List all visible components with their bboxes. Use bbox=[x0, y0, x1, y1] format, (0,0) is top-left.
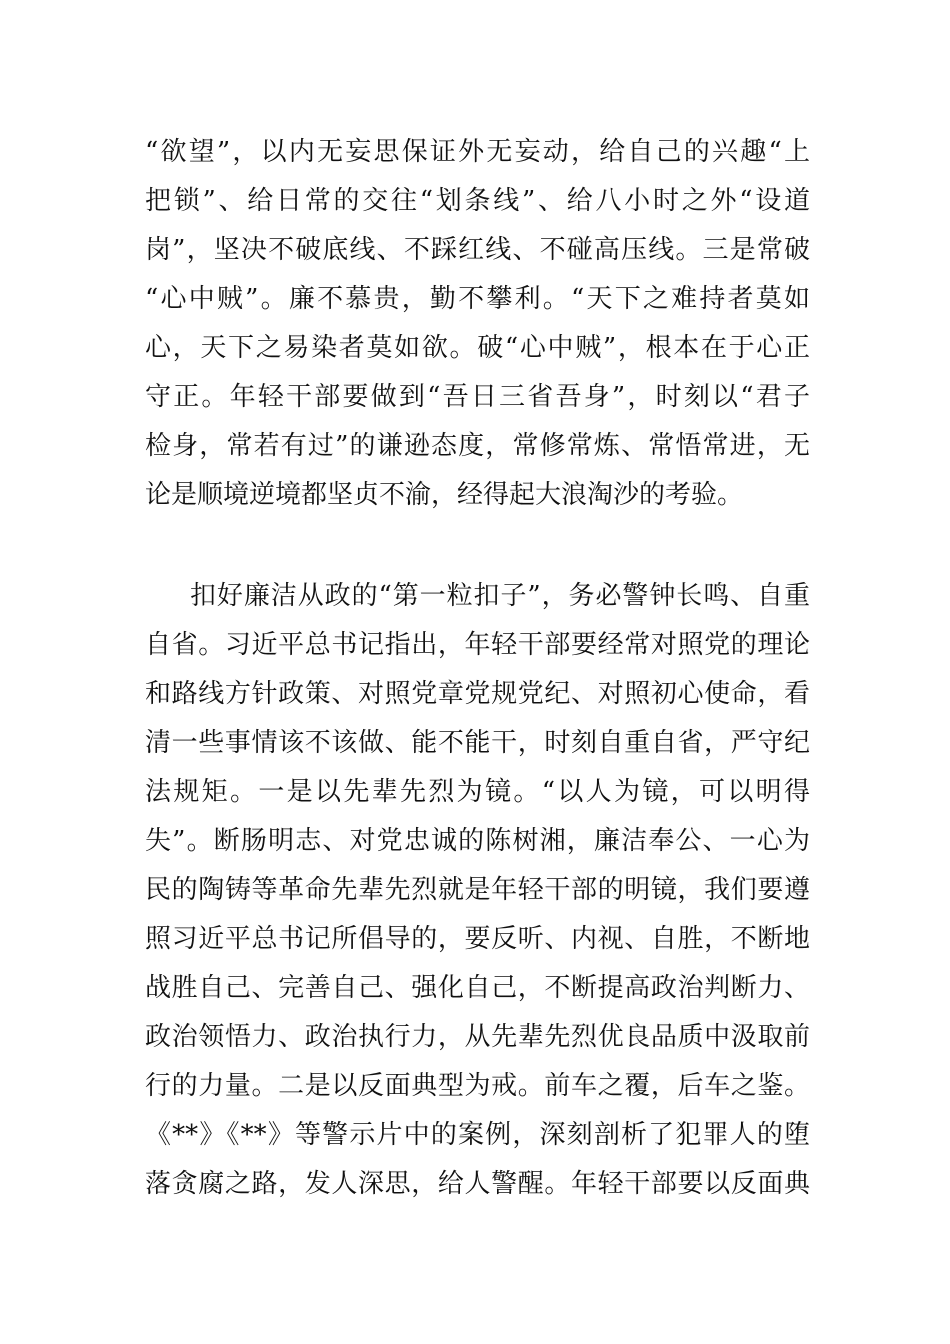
text-line: 和路线方针政策、对照党章党规党纪、对照初心使命，看 bbox=[145, 679, 810, 709]
text-line: 法规矩。一是以先辈先烈为镜。“以人为镜，可以明得 bbox=[145, 777, 810, 807]
text-line: 论是顺境逆境都坚贞不渝，经得起大浪淘沙的考验。 bbox=[145, 480, 744, 510]
text-line: 民的陶铸等革命先辈先烈就是年轻干部的明镜，我们要遵 bbox=[145, 875, 810, 905]
text-line: “心中贼”。廉不慕贵，勤不攀利。“天下之难持者莫如 bbox=[145, 284, 810, 314]
text-line: 心，天下之易染者莫如欲。破“心中贼”，根本在于心正 bbox=[145, 333, 810, 363]
text-line: 守正。年轻干部要做到“吾日三省吾身”，时刻以“君子 bbox=[145, 382, 810, 412]
text-line: 清一些事情该不该做、能不能干，时刻自重自省，严守纪 bbox=[145, 728, 810, 758]
text-line: 照习近平总书记所倡导的，要反听、内视、自胜，不断地 bbox=[145, 924, 810, 954]
text-line: “欲望”，以内无妄思保证外无妄动，给自己的兴趣“上 bbox=[145, 137, 810, 167]
text-line: 落贪腐之路，发人深思，给人警醒。年轻干部要以反面典 bbox=[145, 1169, 810, 1199]
text-line: 岗”，坚决不破底线、不踩红线、不碰高压线。三是常破 bbox=[145, 235, 810, 265]
text-line: 失”。断肠明志、对党忠诚的陈树湘，廉洁奉公、一心为 bbox=[145, 826, 810, 856]
text-line: 把锁”、给日常的交往“划条线”、给八小时之外“设道 bbox=[145, 186, 810, 216]
text-line: 检身，常若有过”的谦逊态度，常修常炼、常悟常进，无 bbox=[145, 431, 810, 461]
text-line: 扣好廉洁从政的“第一粒扣子”，务必警钟长鸣、自重 bbox=[190, 581, 810, 611]
text-line: 战胜自己、完善自己、强化自己，不断提高政治判断力、 bbox=[145, 973, 810, 1003]
text-line: 自省。习近平总书记指出，年轻干部要经常对照党的理论 bbox=[145, 630, 810, 660]
text-line: 《**》《**》等警示片中的案例，深刻剖析了犯罪人的堕 bbox=[145, 1120, 810, 1150]
text-line: 政治领悟力、政治执行力，从先辈先烈优良品质中汲取前 bbox=[145, 1022, 810, 1052]
text-line: 行的力量。二是以反面典型为戒。前车之覆，后车之鉴。 bbox=[145, 1071, 810, 1101]
